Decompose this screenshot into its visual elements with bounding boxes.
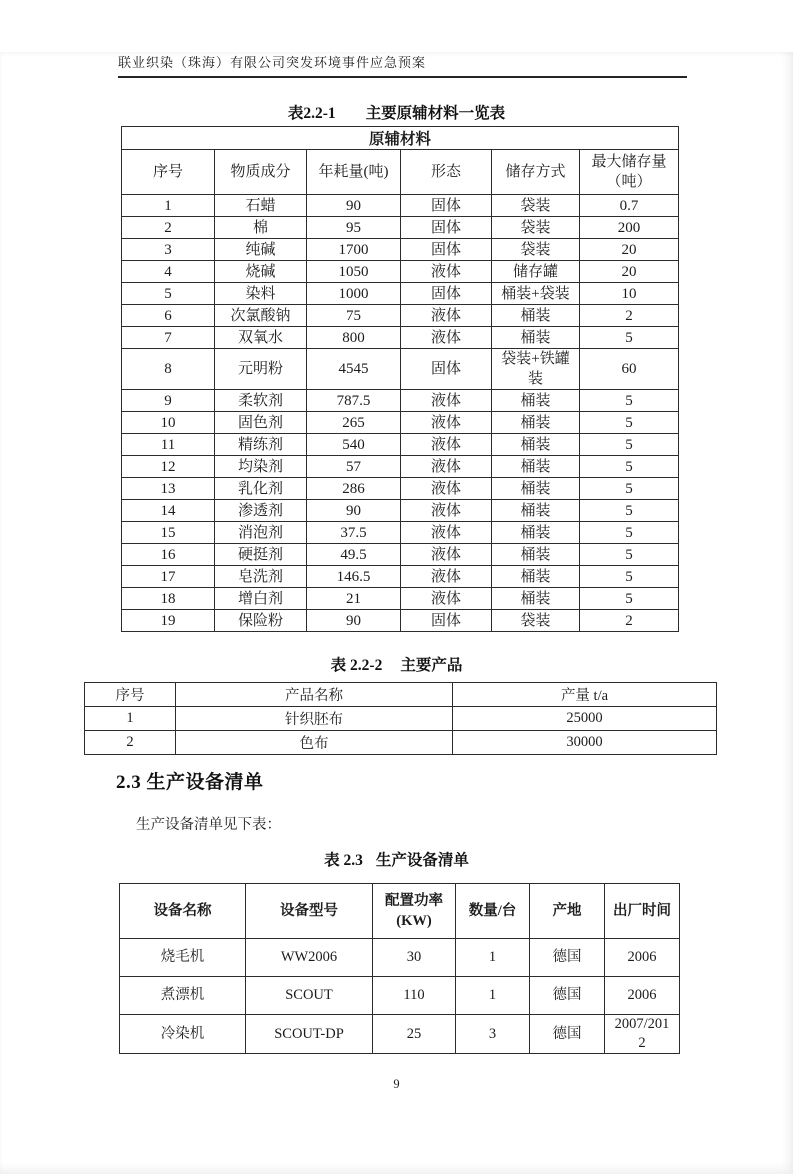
table-cell: 90 [307,500,401,522]
table-cell: 2 [580,305,679,327]
table-row [122,456,679,478]
table-cell: 8 [122,349,215,390]
table-cell: 37.5 [307,522,401,544]
table-cell: 双氧水 [215,327,307,349]
table-row [122,610,679,632]
equipment-table-caption [0,848,793,870]
table-cell: 30000 [453,731,717,755]
table-cell: 针织胚布 [176,707,453,731]
table-cell: 1 [85,707,176,731]
products-table [84,682,717,755]
table-cell: 德国 [530,939,605,977]
table-cell: 21 [307,588,401,610]
table-cell: 787.5 [307,390,401,412]
table-cell: 德国 [530,1015,605,1054]
table-cell: 25 [373,1015,456,1054]
table-cell: 1050 [307,261,401,283]
table-cell: 袋装 [492,610,580,632]
table-cell: 19 [122,610,215,632]
table-cell: 桶装 [492,544,580,566]
table-row [122,239,679,261]
table-cell: 保险粉 [215,610,307,632]
table-cell: 增白剂 [215,588,307,610]
table-cell: 袋装 [492,239,580,261]
table-cell: 煮漂机 [120,977,246,1015]
table-row [120,1015,680,1054]
products-table-number: 表 2.2-2 [330,657,383,674]
table-cell: 1 [456,977,530,1015]
table-cell: 桶装 [492,500,580,522]
table-cell: 固体 [401,610,492,632]
materials-table-body [122,195,679,632]
materials-group-header: 原辅材料 [122,127,679,150]
table-cell: 2006 [605,977,680,1015]
table-cell: 20 [580,261,679,283]
table-cell: 液体 [401,327,492,349]
table-cell: 5 [580,327,679,349]
materials-table [121,126,679,632]
table-cell: 染料 [215,283,307,305]
materials-group-header-row [122,127,679,150]
table-cell: 16 [122,544,215,566]
materials-table-number: 表2.2-1 [287,105,336,122]
column-header: 序号 [85,683,176,707]
column-header: 设备型号 [246,884,373,939]
table-cell: 5 [580,522,679,544]
table-row [122,283,679,305]
table-cell: 49.5 [307,544,401,566]
table-cell: WW2006 [246,939,373,977]
products-column-header-row [85,683,717,707]
table-cell: 石蜡 [215,195,307,217]
table-row [122,434,679,456]
section-heading: 2.3 生产设备清单 [116,772,264,793]
table-row [122,412,679,434]
table-row [120,977,680,1015]
column-header: 设备名称 [120,884,246,939]
table-row [85,731,717,755]
table-cell: 储存罐 [492,261,580,283]
page-number: 9 [393,1077,400,1091]
table-cell: 15 [122,522,215,544]
table-cell: 桶装 [492,456,580,478]
table-cell: 桶装 [492,478,580,500]
table-cell: 液体 [401,434,492,456]
table-cell: 5 [122,283,215,305]
table-cell: 11 [122,434,215,456]
products-table-title: 主要产品 [400,657,463,674]
table-cell: 液体 [401,456,492,478]
table-cell: 2 [85,731,176,755]
column-header: 产品名称 [176,683,453,707]
table-cell: 286 [307,478,401,500]
table-cell: 6 [122,305,215,327]
table-cell: 烧毛机 [120,939,246,977]
products-table-caption [0,653,793,675]
table-cell: 5 [580,500,679,522]
table-cell: 3 [122,239,215,261]
products-table-body [85,707,717,755]
table-cell: 冷染机 [120,1015,246,1054]
table-cell: 渗透剂 [215,500,307,522]
table-row [122,500,679,522]
table-cell: 800 [307,327,401,349]
equipment-column-header-row [120,884,680,939]
table-cell: 110 [373,977,456,1015]
table-cell: 10 [580,283,679,305]
column-header: 出厂时间 [605,884,680,939]
table-cell: 2 [580,610,679,632]
table-cell: 液体 [401,544,492,566]
table-cell: 液体 [401,261,492,283]
table-cell: 4 [122,261,215,283]
document-header-title: 联业织染（珠海）有限公司突发环境事件应急预案 [118,55,427,70]
table-cell: 57 [307,456,401,478]
table-cell: SCOUT-DP [246,1015,373,1054]
table-cell: 液体 [401,412,492,434]
table-cell: 消泡剂 [215,522,307,544]
table-cell: 乳化剂 [215,478,307,500]
table-cell: 烧碱 [215,261,307,283]
table-cell: 5 [580,390,679,412]
table-row [122,544,679,566]
table-cell: 固体 [401,217,492,239]
table-cell: 桶装 [492,434,580,456]
table-cell: 桶装+袋装 [492,283,580,305]
column-header: 年耗量(吨) [307,150,401,195]
materials-column-header-row [122,150,679,195]
table-cell: 皂洗剂 [215,566,307,588]
table-cell: 1 [122,195,215,217]
table-cell: 9 [122,390,215,412]
table-cell: 0.7 [580,195,679,217]
table-row [122,195,679,217]
table-cell: 7 [122,327,215,349]
table-cell: 1000 [307,283,401,305]
table-cell: 25000 [453,707,717,731]
table-cell: 75 [307,305,401,327]
table-cell: 柔软剂 [215,390,307,412]
table-row [122,327,679,349]
column-header: 产地 [530,884,605,939]
equipment-table-title: 生产设备清单 [375,852,469,869]
table-row [122,588,679,610]
table-cell: 袋装+铁罐装 [492,349,580,390]
column-header: 储存方式 [492,150,580,195]
table-cell: 5 [580,566,679,588]
column-header: 物质成分 [215,150,307,195]
table-cell: 12 [122,456,215,478]
table-cell: 60 [580,349,679,390]
table-cell: 5 [580,412,679,434]
table-cell: 次氯酸钠 [215,305,307,327]
table-row [122,478,679,500]
table-cell: 20 [580,239,679,261]
table-cell: 德国 [530,977,605,1015]
table-cell: 桶装 [492,412,580,434]
table-cell: 540 [307,434,401,456]
table-cell: 液体 [401,478,492,500]
table-row [122,305,679,327]
table-cell: 1 [456,939,530,977]
table-cell: SCOUT [246,977,373,1015]
table-cell: 1700 [307,239,401,261]
table-cell: 2007/2012 [605,1015,680,1054]
table-cell: 均染剂 [215,456,307,478]
table-cell: 硬挺剂 [215,544,307,566]
table-cell: 90 [307,195,401,217]
table-cell: 17 [122,566,215,588]
table-cell: 95 [307,217,401,239]
table-cell: 元明粉 [215,349,307,390]
table-cell: 3 [456,1015,530,1054]
materials-table-title: 主要原辅材料一览表 [365,105,506,122]
table-cell: 30 [373,939,456,977]
table-cell: 90 [307,610,401,632]
equipment-table-body [120,939,680,1054]
table-cell: 5 [580,478,679,500]
column-header: 最大储存量（吨） [580,150,679,195]
column-header: 形态 [401,150,492,195]
table-cell: 桶装 [492,327,580,349]
table-cell: 纯碱 [215,239,307,261]
column-header: 产量 t/a [453,683,717,707]
table-cell: 5 [580,456,679,478]
table-cell: 袋装 [492,195,580,217]
table-cell: 液体 [401,305,492,327]
table-cell: 桶装 [492,390,580,412]
column-header: 配置功率(KW) [373,884,456,939]
table-cell: 桶装 [492,566,580,588]
column-header: 数量/台 [456,884,530,939]
table-cell: 桶装 [492,522,580,544]
table-row [120,939,680,977]
table-cell: 桶装 [492,305,580,327]
table-row [122,261,679,283]
section-intro-paragraph: 生产设备清单见下表： [136,817,281,833]
table-cell: 袋装 [492,217,580,239]
table-cell: 5 [580,544,679,566]
table-cell: 146.5 [307,566,401,588]
table-cell: 液体 [401,500,492,522]
table-cell: 265 [307,412,401,434]
column-header: 序号 [122,150,215,195]
table-cell: 固体 [401,349,492,390]
document-header [118,52,687,78]
table-cell: 固体 [401,283,492,305]
table-cell: 色布 [176,731,453,755]
table-cell: 4545 [307,349,401,390]
equipment-table [119,883,680,1054]
table-cell: 桶装 [492,588,580,610]
table-cell: 液体 [401,566,492,588]
table-row [122,349,679,390]
table-cell: 13 [122,478,215,500]
table-cell: 14 [122,500,215,522]
materials-table-caption [0,101,793,123]
table-row [122,566,679,588]
table-row [122,522,679,544]
table-cell: 200 [580,217,679,239]
table-cell: 固体 [401,239,492,261]
table-cell: 精练剂 [215,434,307,456]
table-cell: 固体 [401,195,492,217]
table-cell: 固色剂 [215,412,307,434]
table-cell: 液体 [401,588,492,610]
table-cell: 2006 [605,939,680,977]
table-cell: 液体 [401,522,492,544]
equipment-table-number: 表 2.3 [324,852,363,869]
table-row [85,707,717,731]
table-cell: 18 [122,588,215,610]
table-cell: 5 [580,588,679,610]
table-row [122,217,679,239]
table-row [122,390,679,412]
table-cell: 2 [122,217,215,239]
table-cell: 液体 [401,390,492,412]
table-cell: 5 [580,434,679,456]
table-cell: 棉 [215,217,307,239]
table-cell: 10 [122,412,215,434]
